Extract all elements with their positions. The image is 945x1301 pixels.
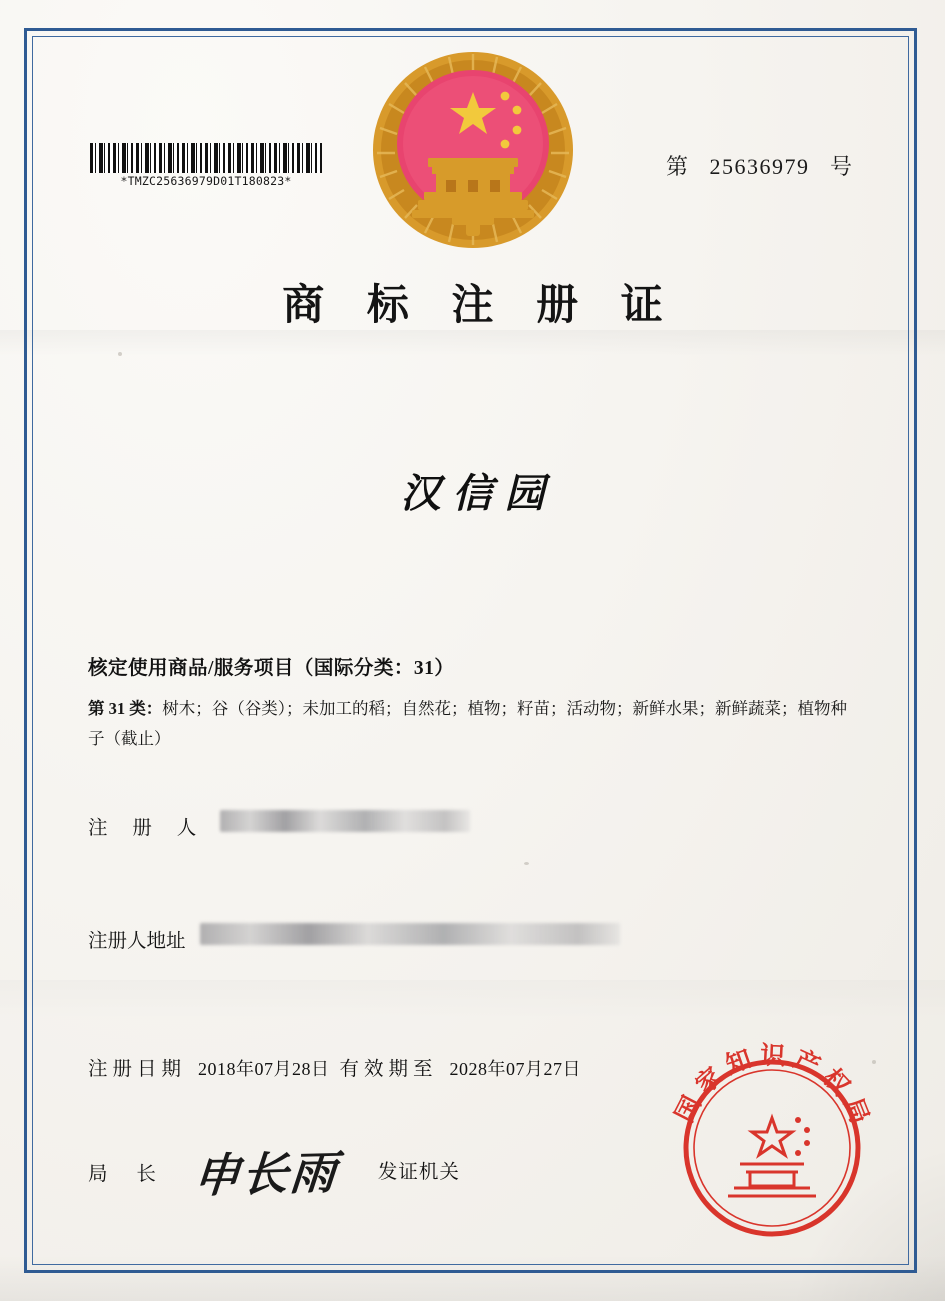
registrant-value-redacted xyxy=(220,810,470,832)
issuing-authority-label: 发证机关 xyxy=(377,1162,460,1183)
dates-row xyxy=(88,1053,591,1081)
national-emblem-icon xyxy=(366,46,580,260)
page-title: 商 标 注 册 证 xyxy=(282,280,677,329)
serial-prefix: 第 xyxy=(665,154,689,179)
barcode-text: *TMZC25636979D01T180823* xyxy=(120,174,292,188)
barcode-block xyxy=(90,143,322,188)
goods-items: 树木；谷（谷类）；未加工的稻；自然花；植物；籽苗；活动物；新鲜水果；新鲜蔬菜；植物种子（截止） xyxy=(88,699,847,748)
register-date-label: 注册日期 xyxy=(88,1059,187,1080)
registrant-address-value-redacted xyxy=(200,923,620,945)
serial-number: 25636979 xyxy=(709,154,810,179)
registrant-address-label: 注册人地址 xyxy=(88,931,186,952)
director-signature: 申长雨 xyxy=(191,1145,340,1203)
valid-until-value: 2028年07月27日 xyxy=(449,1059,582,1079)
official-seal-icon xyxy=(664,1040,880,1256)
registrant-row xyxy=(88,812,470,840)
serial-suffix: 号 xyxy=(829,154,853,179)
registrant-label: 注 册 人 xyxy=(88,818,207,839)
register-date-value: 2018年07月28日 xyxy=(198,1059,330,1079)
goods-class-label: 第 31 类： xyxy=(88,699,163,718)
goods-body xyxy=(88,694,858,754)
director-row xyxy=(88,1128,460,1203)
trademark-graphic: 汉信园 xyxy=(400,470,557,517)
goods-heading: 核定使用商品/服务项目（国际分类：31） xyxy=(88,658,455,679)
valid-until-label: 有效期至 xyxy=(339,1059,438,1080)
director-label: 局 长 xyxy=(88,1164,168,1185)
barcode-icon xyxy=(90,143,322,173)
registrant-address-row xyxy=(88,925,620,953)
svg-text:国家知识产权局: 国家知识产权局 xyxy=(669,1040,878,1135)
serial-number-line xyxy=(666,150,853,181)
